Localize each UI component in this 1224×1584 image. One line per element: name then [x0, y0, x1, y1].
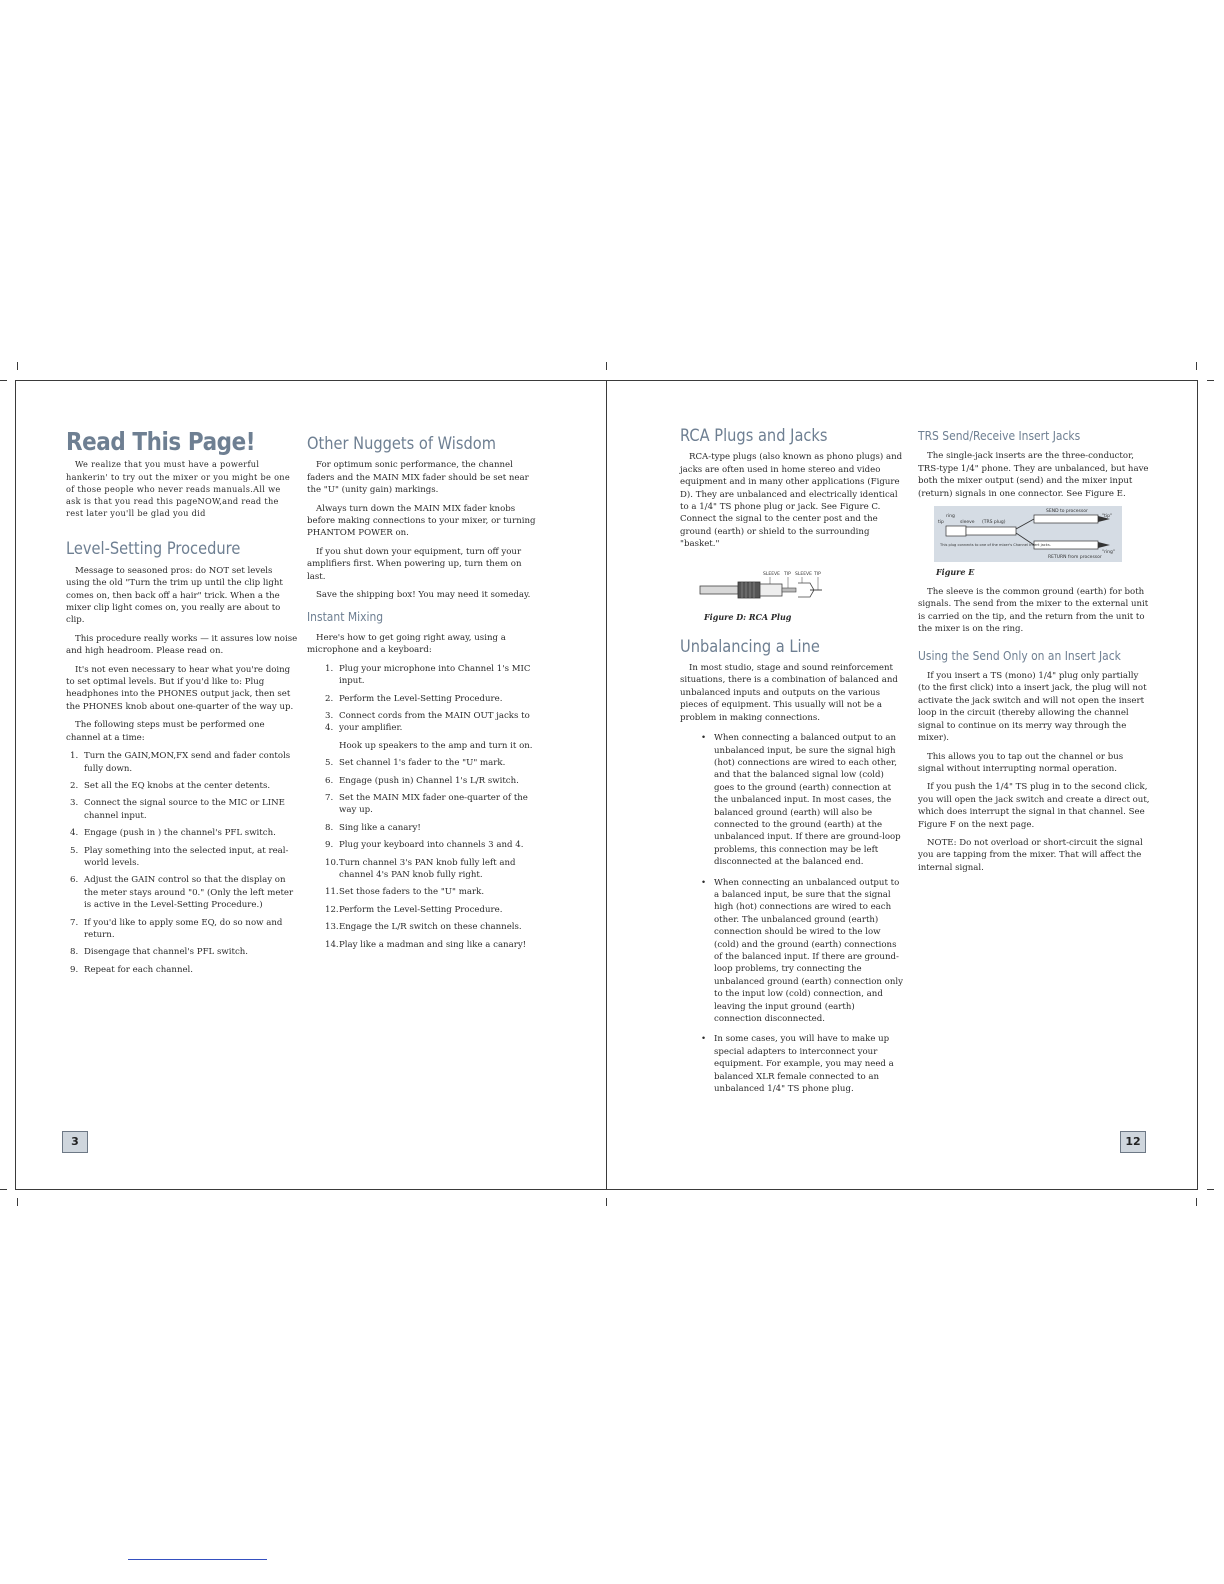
level-paragraph: The following steps must be performed one channel at a time:	[66, 720, 265, 743]
figure-e-label: SEND to processor	[1046, 509, 1088, 515]
level-paragraph: This procedure really works — it assures low noise and high headroom. Please read on.	[66, 633, 298, 657]
crop-mark	[17, 1198, 18, 1206]
list-item: 5. Set channel 1's fader to the "U" mark.	[325, 758, 506, 769]
level-paragraph: Message to seasoned pros: do NOT set levels using the old "Turn the trim up until the clip light comes on, then back off a hair" trick. When a the mixer clip light comes on, you really are about to clip.	[66, 565, 283, 626]
list-item: 1. Plug your microphone into Channel 1's MIC input.	[325, 663, 531, 687]
list-item: 10. Turn channel 3's PAN knob fully left and channel 4's PAN knob fully right.	[325, 857, 516, 880]
figure-e-caption: Figure E	[936, 567, 975, 578]
instant-mixing-title: Instant Mixing	[307, 609, 384, 625]
list-item: 12. Perform the Level-Setting Procedure.	[325, 904, 503, 915]
trs-paragraph: The sleeve is the common ground (earth) for both signals. The send from the mixer to the external unit is carried on the tip, and the return from the unit to the mixer is on the ring.	[918, 587, 1149, 635]
figure-e-label: (TRS plug)	[982, 520, 1006, 526]
send-paragraph: This allows you to tap out the channel or bus signal without interrupting normal operation.	[918, 751, 1124, 774]
list-item: 2. Perform the Level-Setting Procedure.	[325, 693, 503, 704]
figure-d-caption: Figure D: RCA Plug	[704, 611, 792, 622]
trs-insert-cable-illustration	[934, 506, 1122, 562]
list-item: 2. Set all the EQ knobs at the center detents.	[70, 780, 271, 791]
crop-mark	[1196, 362, 1197, 370]
instant-paragraph: Here's how to get going right away, using a microphone and a keyboard:	[307, 632, 506, 656]
crop-mark	[1207, 1189, 1214, 1190]
send-paragraph: If you push the 1/4" TS plug in to the second click, you will open the jack switch and create a direct out, which does interrupt the signal in that channel. See Figure F on the next page.	[918, 782, 1150, 830]
link-underline	[128, 1559, 267, 1560]
figure-e-label: "ring"	[1102, 550, 1115, 556]
list-item: 8. Sing like a canary!	[325, 822, 421, 833]
figure-e	[918, 506, 1150, 576]
crop-mark	[0, 1189, 7, 1190]
list-item: 7. If you'd like to apply some EQ, do so now and return.	[70, 917, 283, 940]
list-item: • In some cases, you will have to make up special adapters to interconnect your equipment. For example, you may need a balanced XLR female connected to an unbalanced 1/4" TS phone plug.	[680, 1033, 905, 1095]
list-item: 4. your amplifier.	[325, 723, 403, 734]
trs-title: TRS Send/Receive Insert Jacks	[918, 428, 1081, 443]
rca-plug-illustration	[698, 569, 838, 611]
trs-paragraph: The single-jack inserts are the three-conductor, TRS-type 1/4" phone. They are unbalanced, but have both the mixer output (send) and the mixer input (return) signals in one connector. See Figure E.	[918, 451, 1149, 499]
nuggets-paragraph: Always turn down the MAIN MIX fader knobs before making connections to your mixer, or turning PHANTOM POWER on.	[307, 503, 536, 539]
send-paragraph: NOTE: Do not overload or short-circuit the signal you are tapping from the mixer. That will affect the internal signal.	[918, 837, 1143, 873]
list-item: 9. Repeat for each channel.	[70, 964, 194, 975]
left-column-2	[307, 436, 539, 956]
figure-e-label: RETURN from processor	[1048, 555, 1102, 561]
unbal-bullet-list	[680, 732, 905, 1095]
list-item: • When connecting an unbalanced output to a balanced input, be sure that the signal high (hot) connections are wired to each other. The unbalanced ground (earth) connection should be wired to the low (cold) and the ground (earth) connections of the balanced input. If there are ground-loop problems, try connecting the unbalanced ground (earth) connection only to the input low (cold) connection, and leaving the input ground (earth) connection disconnected.	[680, 877, 905, 1026]
rca-paragraph: RCA-type plugs (also known as phono plugs) and jacks are often used in home stereo and video equipment and in many other applications (Figure D). They are unbalanced and electrically identical to a 1/4" TS phone plug or jack. See Figure C. Connect the signal to the center post and the ground (earth) or shield to the surrounding "basket."	[680, 452, 903, 550]
rca-title: RCA Plugs and Jacks	[680, 426, 828, 446]
list-item: 1. Turn the GAIN,MON,FX send and fader contols fully down.	[70, 751, 291, 774]
figure-d-label: SLEEVE	[795, 571, 812, 577]
send-only-title: Using the Send Only on an Insert Jack	[918, 647, 1121, 663]
read-this-page-title: Read This Page!	[66, 427, 256, 456]
read-intro-text: We realize that you must have a powerful hankerin' to try out the mixer or you might be one of those people who never reads manuals.All we ask is that you read this pageNOW,and read the rest later you'll be glad you did	[66, 459, 291, 519]
send-paragraph: If you insert a TS (mono) 1/4" plug only partially (to the first click) into a insert jack, the plug will not activate the jack switch and will not open the insert loop in the circuit (thereby allowing the channel signal to continue on its merry way through the mixer).	[918, 671, 1147, 744]
level-steps-list	[66, 750, 298, 976]
nuggets-paragraph: If you shut down your equipment, turn off your amplifiers first. When powering up, turn them on last.	[307, 546, 522, 582]
nuggets-paragraph: Save the shipping box! You may need it someday.	[316, 590, 531, 601]
figure-d-label: TIP	[784, 571, 791, 577]
figure-e-label: This plug connects to one of the mixer's Channel Insert jacks.	[940, 543, 1051, 548]
unbal-paragraph: In most studio, stage and sound reinforcement situations, there is a combination of balanced and unbalanced inputs and outputs on the various pieces of equipment. This usually will not be a problem in making connections.	[680, 663, 898, 723]
unbalancing-title: Unbalancing a Line	[680, 636, 820, 657]
crop-mark	[1207, 380, 1214, 381]
right-column-1	[680, 428, 905, 1103]
figure-e-label: ring	[946, 514, 955, 520]
list-item: 11. Set those faders to the "U" mark.	[325, 887, 485, 898]
figure-d-label: SLEEVE	[763, 571, 780, 577]
crop-mark	[0, 380, 7, 381]
nuggets-paragraph: For optimum sonic performance, the channel faders and the MAIN MIX fader should be set near the "U" (unity gain) markings.	[307, 460, 529, 496]
figure-e-label: sleeve	[960, 520, 975, 526]
crop-mark	[17, 362, 18, 370]
figure-e-label: "tip"	[1102, 514, 1113, 520]
crop-mark	[606, 362, 607, 370]
list-item: 13. Engage the L/R switch on these channels.	[325, 922, 522, 933]
list-item: 8. Disengage that channel's PFL switch.	[70, 947, 249, 958]
figure-e-label: tip	[938, 520, 944, 526]
list-item: 9. Plug your keyboard into channels 3 and 4.	[325, 840, 524, 851]
page-fold-line	[606, 380, 607, 1190]
list-item: 6. Engage (push in) Channel 1's L/R switch.	[325, 775, 519, 786]
list-item: Hook up speakers to the amp and turn it on.	[339, 740, 533, 751]
list-item: 6. Adjust the GAIN control so that the display on the meter stays around "0." (Only the left meter is active in the Level-Setting Procedure.)	[70, 875, 294, 911]
list-item: 4. Engage (push in ) the channel's PFL switch.	[70, 828, 276, 839]
figure-d-label: TIP	[814, 571, 821, 577]
nuggets-title: Other Nuggets of Wisdom	[307, 434, 496, 454]
right-column-2	[918, 428, 1150, 880]
list-item: • When connecting a balanced output to an unbalanced input, be sure the signal high (hot) connections are wired to each other, and that the balanced signal low (cold) goes to the ground (earth) connection at the unbalanced input. In most cases, the balanced ground (earth) will also be connected to the ground (earth) at the unbalanced input. If there are ground-loop problems, this connection may be left disconnected at the balanced end.	[680, 732, 905, 868]
left-column-1	[66, 427, 298, 981]
list-item: 14. Play like a madman and sing like a canary!	[325, 939, 527, 950]
crop-mark	[606, 1198, 607, 1206]
list-item: 7. Set the MAIN MIX fader one-quarter of the way up.	[325, 792, 528, 816]
list-item: 5. Play something into the selected input, at real-world levels.	[70, 845, 289, 868]
list-item: 3. Connect the signal source to the MIC or LINE channel input.	[70, 798, 285, 821]
page-number-right: 12	[1120, 1131, 1146, 1153]
figure-d	[680, 569, 905, 629]
level-paragraph: It's not even necessary to hear what you're doing to set optimal levels. But if you'd like to: Plug headphones into the PHONES output jack, then set the PHONES knob about one-quarter of the way up.	[66, 664, 294, 712]
crop-mark	[1196, 1198, 1197, 1206]
page-number-left: 3	[62, 1131, 88, 1153]
instant-steps-list	[321, 663, 539, 951]
list-item: 3. Connect cords from the MAIN OUT jacks to	[325, 710, 530, 721]
level-setting-title: Level-Setting Procedure	[66, 539, 241, 560]
